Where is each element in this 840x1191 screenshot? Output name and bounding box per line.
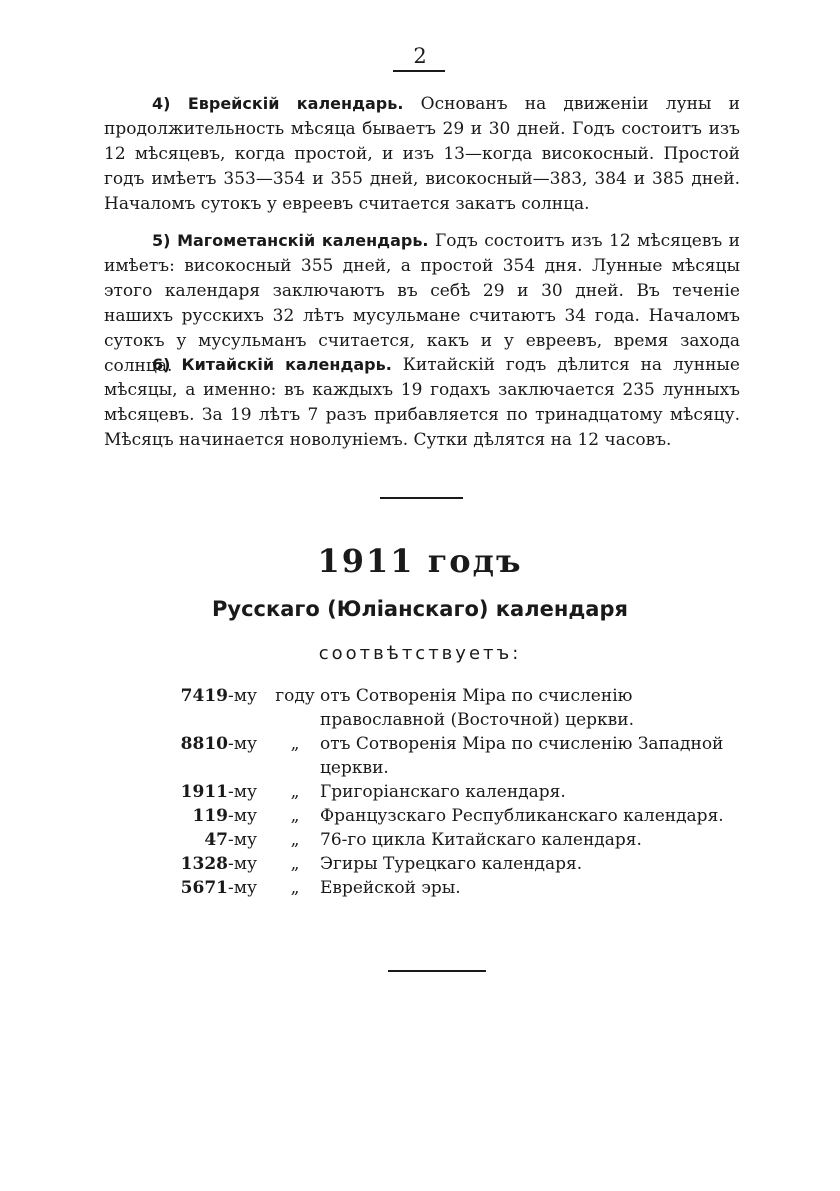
table-row bbox=[158, 732, 758, 780]
year-description: 76-го цикла Китайскаго календаря. bbox=[320, 830, 642, 850]
year-number: 1911 bbox=[180, 782, 228, 802]
section-jewish-calendar bbox=[104, 91, 740, 217]
year-number: 47 bbox=[204, 830, 228, 850]
table-row bbox=[158, 876, 758, 900]
page-number: 2 bbox=[413, 44, 427, 68]
year-title: 1911 годъ bbox=[317, 542, 523, 580]
year-number: 119 bbox=[192, 806, 228, 826]
section-jewish-paragraph bbox=[104, 91, 740, 217]
year-description: Эгиры Турецкаго календаря. bbox=[320, 854, 583, 874]
section-chinese-paragraph bbox=[104, 352, 740, 453]
year-suffix: -му bbox=[228, 734, 257, 754]
year-suffix: -му bbox=[228, 686, 257, 706]
section-muslim-heading: 5) Магометанскій календарь. bbox=[152, 231, 429, 250]
section-chinese-text: Китайскій годъ дѣлится на лунные мѣсяцы, а именно: въ каждыхъ 19 годахъ заключается 235 лунныхъ мѣсяцевъ. За 19 лѣтъ 7 разъ прибавляется по тринадцатому мѣсяцу. Мѣсяцъ начинается новолуніемъ. Сутки дѣлятся на 12 часовъ. bbox=[104, 355, 740, 450]
section-divider-bottom bbox=[388, 970, 486, 972]
year-description: Григоріанскаго календаря. bbox=[320, 782, 566, 802]
year-ditto: „ bbox=[290, 734, 300, 754]
year-number: 1328 bbox=[180, 854, 228, 874]
section-jewish-heading: 4) Еврейскій календарь. bbox=[152, 94, 404, 113]
year-ditto: „ bbox=[290, 782, 300, 802]
corresponds-heading: соотвѣтствуетъ: bbox=[318, 643, 522, 664]
calendar-subtitle: Русскаго (Юліанскаго) календаря bbox=[211, 597, 628, 621]
table-row bbox=[158, 852, 758, 876]
table-row bbox=[158, 780, 758, 804]
year-number: 5671 bbox=[180, 878, 228, 898]
year-correspondence-table bbox=[158, 684, 758, 900]
section-chinese-calendar bbox=[104, 352, 740, 453]
section-jewish-text: Основанъ на движеніи луны и продолжительность мѣсяца бываетъ 29 и 30 дней. Годъ состоитъ изъ 12 мѣсяцевъ, когда простой, и изъ 13—когда високосный. Простой годъ имѣетъ 353—354 и 355 дней, високосный—383, 384 и 385 дней. Началомъ сутокъ у евреевъ считается закатъ солнца. bbox=[104, 94, 741, 214]
year-number: 8810 bbox=[180, 734, 228, 754]
year-suffix: -му bbox=[228, 878, 257, 898]
year-description: отъ Сотворенія Міра по счисленію православной (Восточной) церкви. bbox=[320, 686, 634, 730]
year-suffix: -му bbox=[228, 782, 257, 802]
section-muslim-text: Годъ состоитъ изъ 12 мѣсяцевъ и имѣетъ: високосный 355 дней, а простой 354 дня. Лунные мѣсяцы этого календаря заключаютъ въ себѣ 29 и 30 дней. Въ теченіе нашихъ русскихъ 32 лѣтъ мусульмане считаютъ 34 года. Началомъ сутокъ у мусульманъ считается, какъ и у евреевъ, время захода солнца. bbox=[104, 231, 740, 376]
year-suffix: -му bbox=[228, 830, 257, 850]
table-row bbox=[158, 804, 758, 828]
year-description: Французскаго Республиканскаго календаря. bbox=[320, 806, 724, 826]
year-ditto: „ bbox=[290, 854, 300, 874]
year-ditto: „ bbox=[290, 878, 300, 898]
section-divider-top bbox=[380, 497, 463, 499]
table-row bbox=[158, 828, 758, 852]
year-suffix: -му bbox=[228, 806, 257, 826]
section-chinese-heading: 6) Китайскій календарь. bbox=[152, 355, 392, 374]
table-row bbox=[158, 684, 758, 732]
year-ditto: году bbox=[275, 686, 315, 706]
year-suffix: -му bbox=[228, 854, 257, 874]
year-description: отъ Сотворенія Міра по счисленію Западной церкви. bbox=[320, 734, 724, 778]
year-ditto: „ bbox=[290, 830, 300, 850]
year-ditto: „ bbox=[290, 806, 300, 826]
page-number-rule bbox=[393, 70, 445, 72]
year-number: 7419 bbox=[180, 686, 228, 706]
year-description: Еврейской эры. bbox=[320, 878, 461, 898]
